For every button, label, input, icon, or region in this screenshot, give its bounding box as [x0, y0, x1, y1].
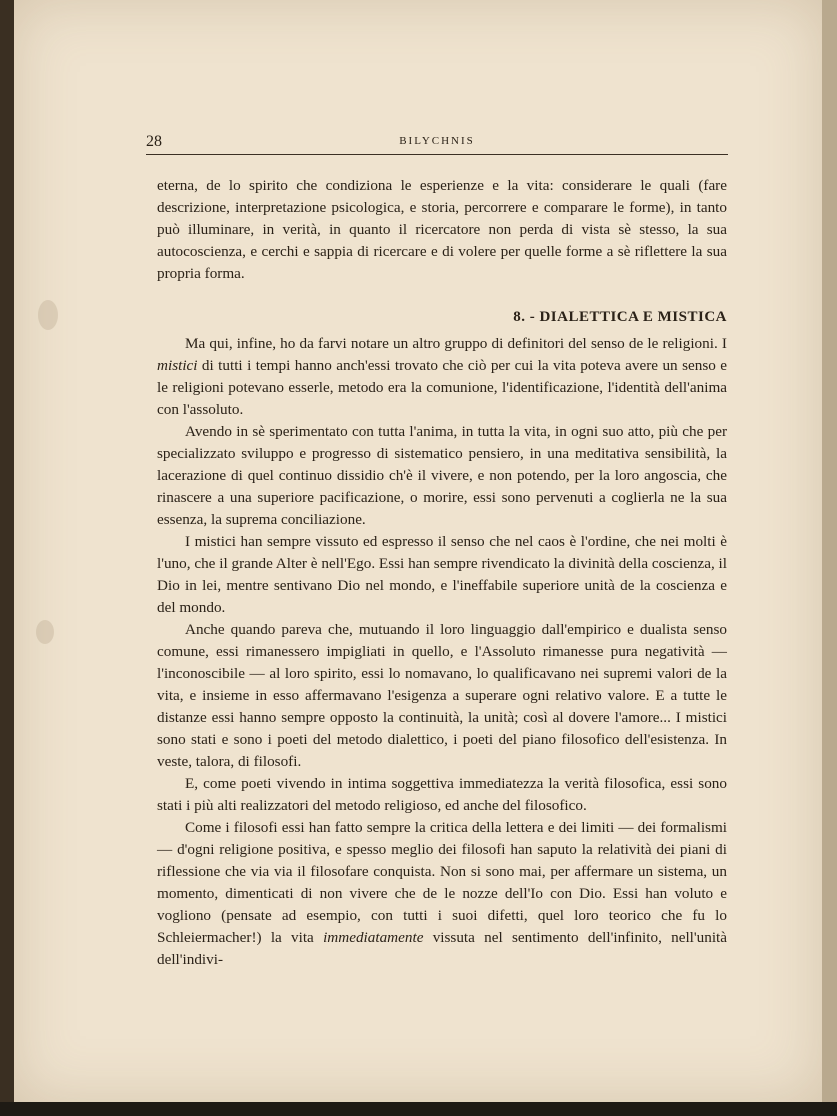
page-header [146, 133, 728, 155]
running-title: BILYCHNIS [399, 135, 475, 147]
emphasis-mistici: mistici [157, 357, 198, 374]
paragraph-1-text-cont: di tutti i tempi hanno anch'essi trovato che ciò per cui la vita poteva avere un senso e le religioni potevano esserle, metodo era la comunione, l'identificazione, l'identità dell'anima con l'assoluto. [157, 357, 727, 418]
section-heading: 8. - DIALETTICA E MISTICA [513, 309, 727, 325]
paragraph-3: I mistici han sempre vissuto ed espresso il senso che nel caos è l'ordine, che nei molti è l'uno, che il grande Alter è nell'Ego. Essi han sempre rivendicato la divinità della coscienza, il Dio in lei, mentre sentivano Dio nel mondo, e l'ineffabile superiore unità de la coscienza e del mondo. [157, 533, 727, 616]
intro-paragraph: eterna, de lo spirito che condiziona le esperienze e la vita: considerare le quali (fare descrizione, interpretazione psicologica, e storia, percorrere e comparare le forme), in tanto può illuminare, in verità, in quanto il ricercatore non perda di vista sè stesso, la sua autocoscienza, e cerchi e sappia di ricercare e di volere per quelle forme a sè riflettere la sua propria forma. [157, 177, 727, 282]
paragraph-4: Anche quando pareva che, mutuando il loro linguaggio dall'empirico e dualista senso comune, essi rimanessero impigliati in quello, e l'Assoluto rimanesse pura negatività — l'inconoscibile — al loro spirito, essi lo nomavano, lo qualificavano nei supremi valori de la vita, e insieme in esso affermavano l'esigenza a superare ogni relativo valore. E a tutte le distanze essi hanno sempre opposto la continuità, la unità; così al dovere l'amore... I mistici sono stati e sono i poeti del metodo dialettico, i poeti del piano filosofico dell'esistenza. In veste, talora, di filosofi. [157, 621, 727, 770]
page-number: 28 [146, 133, 162, 150]
paragraph-6-text-cont: vissuta nel sentimento dell'infinito, nell'unità dell'indivi- [157, 929, 728, 968]
paper-stain [36, 620, 54, 644]
paper-stain [38, 300, 58, 330]
page-edge-right [822, 0, 837, 1116]
paragraph-6 [157, 817, 727, 971]
paragraph-1 [157, 333, 727, 421]
body-text [157, 175, 727, 971]
paragraph-6-text: Come i filosofi essi han fatto sempre la critica della lettera e dei limiti — dei formalismi — d'ogni religione positiva, e spesso meglio dei filosofi han saputo la relatività dei piani di riflessione che via via il filosofare conquista. Non si sono mai, per affermare un sistema, un momento, dimenticati di non vivere che de le nozze dell'Io con Dio. Essi han voluto e vogliono (pensate ad esempio, con tutti i suoi difetti, quel loro teorico che fu lo Schleiermacher!) la vita [157, 819, 727, 946]
page-edge-bottom [0, 1102, 837, 1116]
paragraph-2: Avendo in sè sperimentato con tutta l'anima, in tutta la vita, in ogni suo atto, più che per specializzato sviluppo e progresso di sistematico pensiero, in una meditativa sensibilità, la lacerazione di quel continuo dissidio ch'è il vivere, e non potendo, per la loro angoscia, che rinascere a una superiore pacificazione, o morire, essi sono pervenuti a coglierla ne la sua essenza, la suprema conciliazione. [157, 423, 727, 528]
header-rule [146, 154, 728, 155]
paragraph-5: E, come poeti vivendo in intima soggettiva immediatezza la verità filosofica, essi sono stati i più alti realizzatori del metodo religioso, ed anche del filosofico. [157, 775, 727, 814]
emphasis-immediatamente: immediatamente [323, 929, 424, 946]
book-gutter [0, 0, 14, 1116]
paragraph-1-text: Ma qui, infine, ho da farvi notare un altro gruppo di definitori del senso de le religioni. I [185, 335, 727, 352]
